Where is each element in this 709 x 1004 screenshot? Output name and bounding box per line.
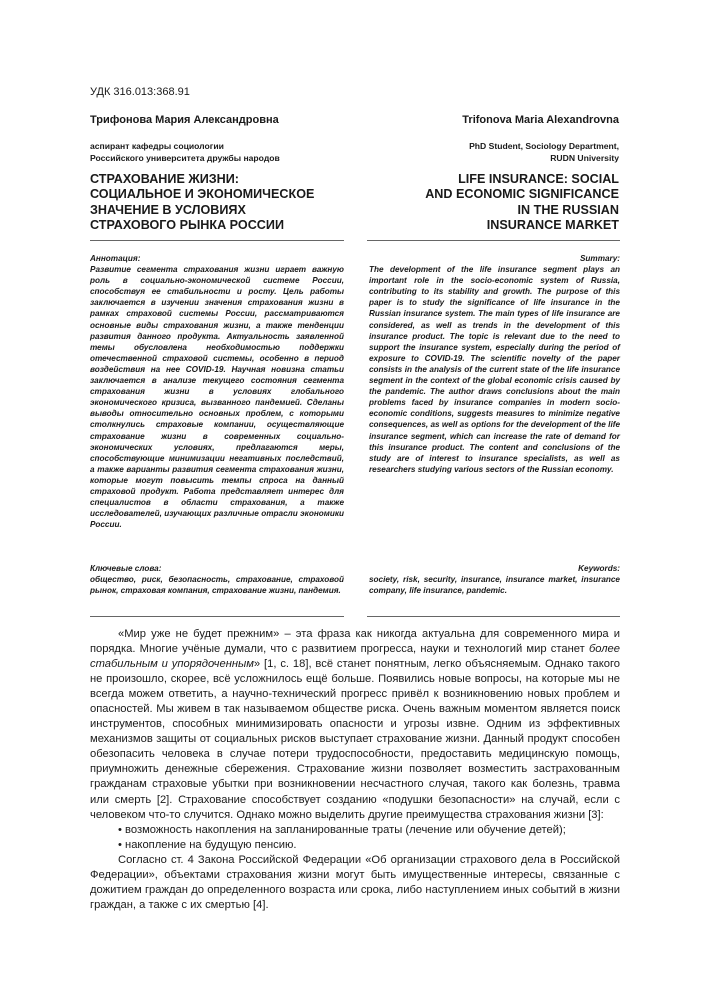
body-paragraph [90, 627, 620, 823]
abstract-heading-en: Summary: [579, 254, 620, 263]
list-item: • возможность накопления на запланированные траты (лечение или обучение детей); [118, 823, 566, 836]
keywords-ru [90, 563, 344, 596]
author-name-ru: Трифонова Мария Александровна [90, 114, 279, 126]
list-item: • накопление на будущую пенсию. [118, 838, 297, 851]
udk-code: УДК 316.013:368.91 [90, 86, 190, 98]
divider-bottom-right [367, 616, 620, 617]
keywords-heading-ru: Ключевые слова: [90, 564, 162, 573]
keywords-en [369, 563, 620, 596]
affiliation-en-line: PhD Student, Sociology Department, [469, 141, 619, 151]
body-paragraph: Согласно ст. 4 Закона Российской Федерации «Об организации страхового дела в Российской Федерации», объектами страхования жизни могут быть имущественные интересы, связанные с дожитием граждан до определенного возраста или срока, либо наступлением иных событий в жизни граждан, а также с их смертью [4]. [90, 853, 620, 911]
abstract-text-en: The development of the life insurance segment plays an important role in the socio-economic system of Russia, contributing to its stability and growth. The purpose of this paper is to study the significance of life insurance in the Russian insurance system. The main types of life insurance are considered, as well as trends in the development of this insurance product. The topic is relevant due to the need to support the insurance system, especially during the period of exposure to COVID-19. The scientific novelty of the paper consists in the analysis of the current state of the life insurance segment in the context of the global economic crisis caused by the pandemic. The author draws conclusions about the main problems faced by insurance companies in modern socio-economic conditions, suggests measures to minimize negative consequences, as well as options for the development of the life insurance segment, which can increase the rate of demand for this insurance product. The content and conclusions of the study are of interest to insurance specialists, as well as researchers studying various sectors of the Russian economy. [369, 265, 620, 474]
divider-top-left [90, 240, 344, 241]
keywords-heading-en: Keywords: [578, 564, 620, 573]
author-name-en: Trifonova Maria Alexandrovna [462, 114, 619, 126]
abstract-en [369, 253, 620, 475]
affiliation-en [469, 140, 619, 164]
article-title-en: LIFE INSURANCE: SOCIAL AND ECONOMIC SIGNIFICANCE IN THE RUSSIAN INSURANCE MARKET [425, 172, 619, 232]
affiliation-ru-line: Российского университета дружбы народов [90, 153, 280, 163]
article-title-ru: СТРАХОВАНИЕ ЖИЗНИ: СОЦИАЛЬНОЕ И ЭКОНОМИЧЕСКОЕ ЗНАЧЕНИЕ В УСЛОВИЯХ СТРАХОВОГО РЫНКА РОССИИ [90, 172, 315, 232]
divider-bottom-left [90, 616, 344, 617]
divider-top-right [367, 240, 620, 241]
affiliation-en-line: RUDN University [550, 153, 619, 163]
article-body [90, 627, 620, 913]
abstract-heading-ru: Аннотация: [90, 254, 141, 263]
abstract-text-ru: Развитие сегмента страхования жизни играет важную роль в социально-экономической системе России, способствуя ее стабильности и росту. Цель работы заключается в изучении значения страхования жизни в рамках страховой системы России, рассматриваются основные виды страхования жизни, а также тенденции развития данного продукта. Актуальность заявленной темы обусловлена необходимостью поддержки отечественной страховой системы, особенно в период воздействия на нее COVID-19. Научная новизна статьи заключается в анализе текущего состояния сегмента страхования жизни в условиях глобального экономического кризиса, вызванного пандемией. Сделаны выводы относительно основных проблем, с которыми столкнулись страховые компании, осуществляющие страхование жизни в современных социально-экономических условиях, предлагаются меры, способствующие минимизации негативных последствий, а также варианты развития сегмента страхования жизни, которые могут повысить темпы спроса на данный страховой продукт. Работа представляет интерес для специалистов в области страхования, а также исследователей, изучающих различные отрасли экономики России. [90, 265, 344, 530]
affiliation-ru-line: аспирант кафедры социологии [90, 141, 224, 151]
affiliation-ru [90, 140, 280, 164]
body-italic-quote: более стабильным и упорядоченным [90, 643, 620, 671]
keywords-text-ru: общество, риск, безопасность, страхование, страховой рынок, страховая компания, страхование жизни, пандемия. [90, 575, 344, 596]
body-text: » [1, с. 18], всё станет понятным, легко объясняемым. Однако такого не произошло, скорее, всё усложнилось ещё больше. Появились новые вопросы, на которые мы не всегда можем ответить, а научно-технический прогресс привёл к возникновению новых проблем и опасностей. Мы живем в так называемом обществе риска. Очень важным моментом является поиск инструментов, способных минимизировать опасности и угрозы извне. Одним из эффективных механизмов защиты от социальных рисков выступает страхование жизни. Данный продукт способен обезопасить человека в случае потери трудоспособности, предоставить медицинскую помощь, приумножить денежные сбережения. Страхование жизни позволяет возместить застрахованным гражданам страховые убытки при возникновении несчастного случая, такого как болезнь, травма или смерть [2]. Страхование способствует созданию «подушки безопасности» на случай, если с человеком что-то случится. Однако можно выделить другие преимущества страхования жизни [3]: [90, 658, 620, 821]
body-text: «Мир уже не будет прежним» – эта фраза как никогда актуальна для современного мира и порядка. Многие учёные думали, что с развитием прогресса, науки и технологий мир станет [90, 628, 620, 656]
abstract-ru [90, 253, 344, 530]
keywords-text-en: society, risk, security, insurance, insurance market, insurance company, life insurance, pandemic. [369, 575, 620, 596]
